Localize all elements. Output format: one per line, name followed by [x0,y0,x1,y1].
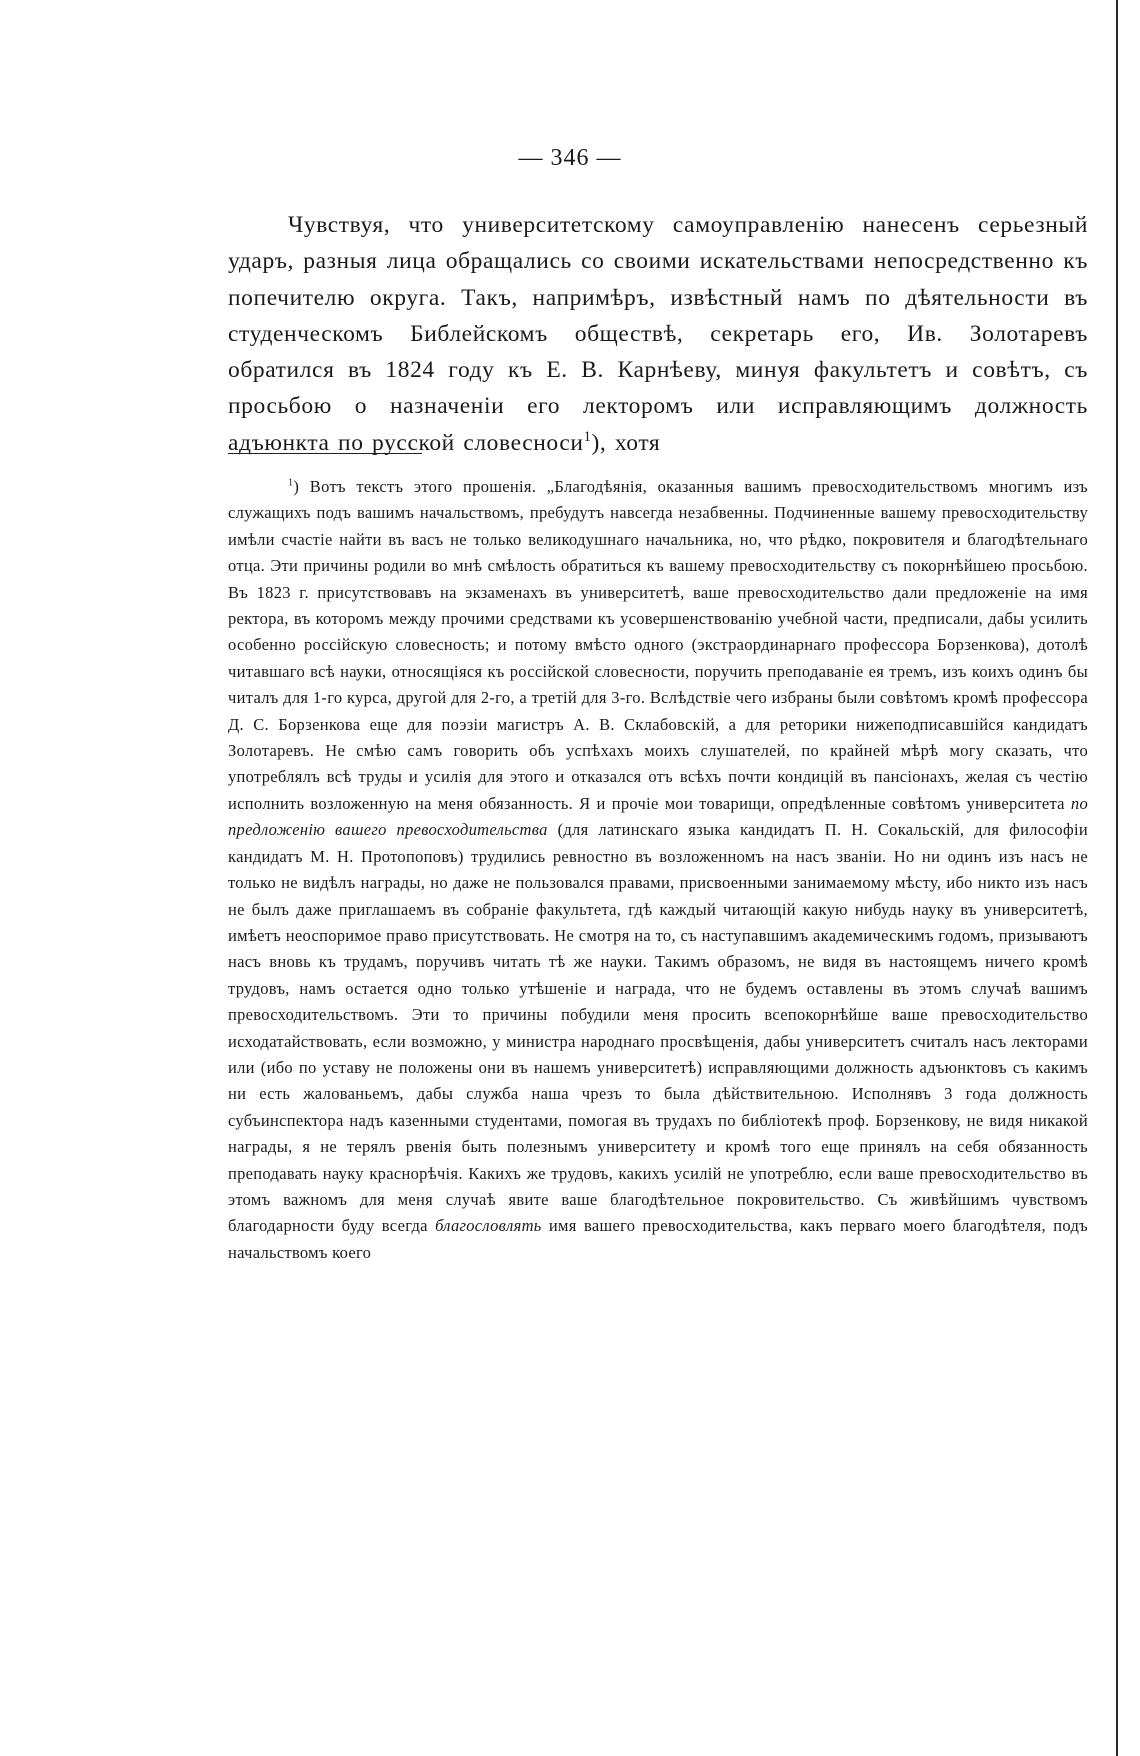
main-paragraph [228,207,1088,461]
footnote-italic-word: благословлять [435,1216,542,1236]
footnote-reference-mark: 1 [583,428,592,445]
page-edge-border [1116,0,1118,1756]
page-number: — 346 — [518,145,622,171]
footnote-separator [228,453,422,454]
footnote [228,474,1088,1266]
main-paragraph-text-end: ), хотя [591,429,661,456]
footnote-mark: 1 [288,477,294,489]
main-paragraph-text: Чувствуя, что университетскому самоуправленію нанесенъ серьезный ударъ, разныя лица обращались со своими искательствами непосредственно къ попечителю округа. Такъ, напримѣръ, извѣстный намъ по дѣятельности въ студенческомъ Библейскомъ обществѣ, секретарь его, Ив. Золотаревъ обратился въ 1824 году къ Е. В. Карнѣеву, минуя факультетъ и совѣтъ, съ просьбою о назначеніи его лекторомъ или исправляющимъ должность адъюнкта по русской словесноси [228,212,1088,456]
footnote-text-final: имя вашего превосходительства, какъ перваго моего благодѣтеля, подъ начальствомъ коего [228,1216,1088,1262]
footnote-italic-phrase: по предложенію вашего превосходительства [228,793,1088,840]
footnote-text-continued: (для латинскаго языка кандидатъ П. Н. Сокальскій, для философіи кандидатъ М. Н. Протопоповъ) трудились ревностно въ возложенномъ на насъ званіи. Но ни одинъ изъ насъ не только не видѣлъ награды, но даже не пользовался правами, присвоенными занимаемому мѣсту, ибо никто изъ насъ не былъ даже приглашаемъ въ собраніе факультета, гдѣ каждый читающій какую нибудь науку въ университетѣ, имѣетъ неоспоримое право присутствовать. Не смотря на то, съ наступавшимъ академическимъ годомъ, призываютъ насъ вновь къ трудамъ, поручивъ читать тѣ же науки. Такимъ образомъ, не видя въ настоящемъ ничего кромѣ трудовъ, намъ остается одно только утѣшеніе и награда, что не будемъ оставлены въ этомъ случаѣ вашимъ превосходительствомъ. Эти то причины побудили меня просить всепокорнѣйше ваше превосходительство исходатайствовать, если возможно, у министра народнаго просвѣщенія, дабы университетъ считалъ насъ лекторами или (ибо по уставу не положены они въ нашемъ университетѣ) исправляющими должность адъюнктовъ съ какимъ ни есть жалованьемъ, дабы служба наша чрезъ то была дѣйствительною. Исполнявъ 3 года должность субъинспектора надъ казенными студентами, помогая въ трудахъ по библіотекѣ проф. Борзенкову, не видя никакой награды, я не терялъ рвенія быть полезнымъ университету и кромѣ того еще принялъ на себя обязанность преподавать науку краснорѣчія. Какихъ же трудовъ, какихъ усилій не употреблю, если ваше превосходительство въ этомъ важномъ для меня случаѣ явите ваше благодѣтельное покровительство. Съ живѣйшимъ чувствомъ благодарности буду всегда [228,820,1088,1236]
footnote-text: ) Вотъ текстъ этого прошенія. „Благодѣянія, оказанныя вашимъ превосходительствомъ многимъ изъ служащихъ подъ вашимъ начальствомъ, пребудутъ навсегда незабвенны. Подчиненные вашему превосходительству имѣли счастіе найти въ васъ не только великодушнаго начальника, но, что рѣдко, покровителя и благодѣтельнаго отца. Эти причины родили во мнѣ смѣлость обратиться къ вашему превосходительству съ покорнѣйшею просьбою. Въ 1823 г. присутствовавъ на экзаменахъ въ университетѣ, ваше превосходительство дали предложеніе на имя ректора, въ которомъ между прочими средствами къ усовершенствованію учебной части, предписали, дабы усилить особенно россійскую словесность; и потому вмѣсто одного (экстраординарнаго профессора Борзенкова), дотолѣ читавшаго всѣ науки, относящіяся къ россійской словесности, поручить преподаваніе ея тремъ, изъ коихъ одинъ бы читалъ для 1-го курса, другой для 2-го, а третій для 3-го. Вслѣдствіе чего избраны были совѣтомъ кромѣ профессора Д. С. Борзенкова еще для поэзіи магистръ А. В. Склабовскій, а для реторики нижеподписавшійся кандидатъ Золотаревъ. Не смѣю самъ говорить объ успѣхахъ моихъ слушателей, по крайней мѣрѣ могу сказать, что употреблялъ всѣ труды и усилія для этого и отказался отъ всѣхъ почти кондицій въ пансіонахъ, желая съ честію исполнить возложенную на меня обязанность. Я и прочіе мои товарищи, опредѣленные совѣтомъ университета [228,477,1088,813]
